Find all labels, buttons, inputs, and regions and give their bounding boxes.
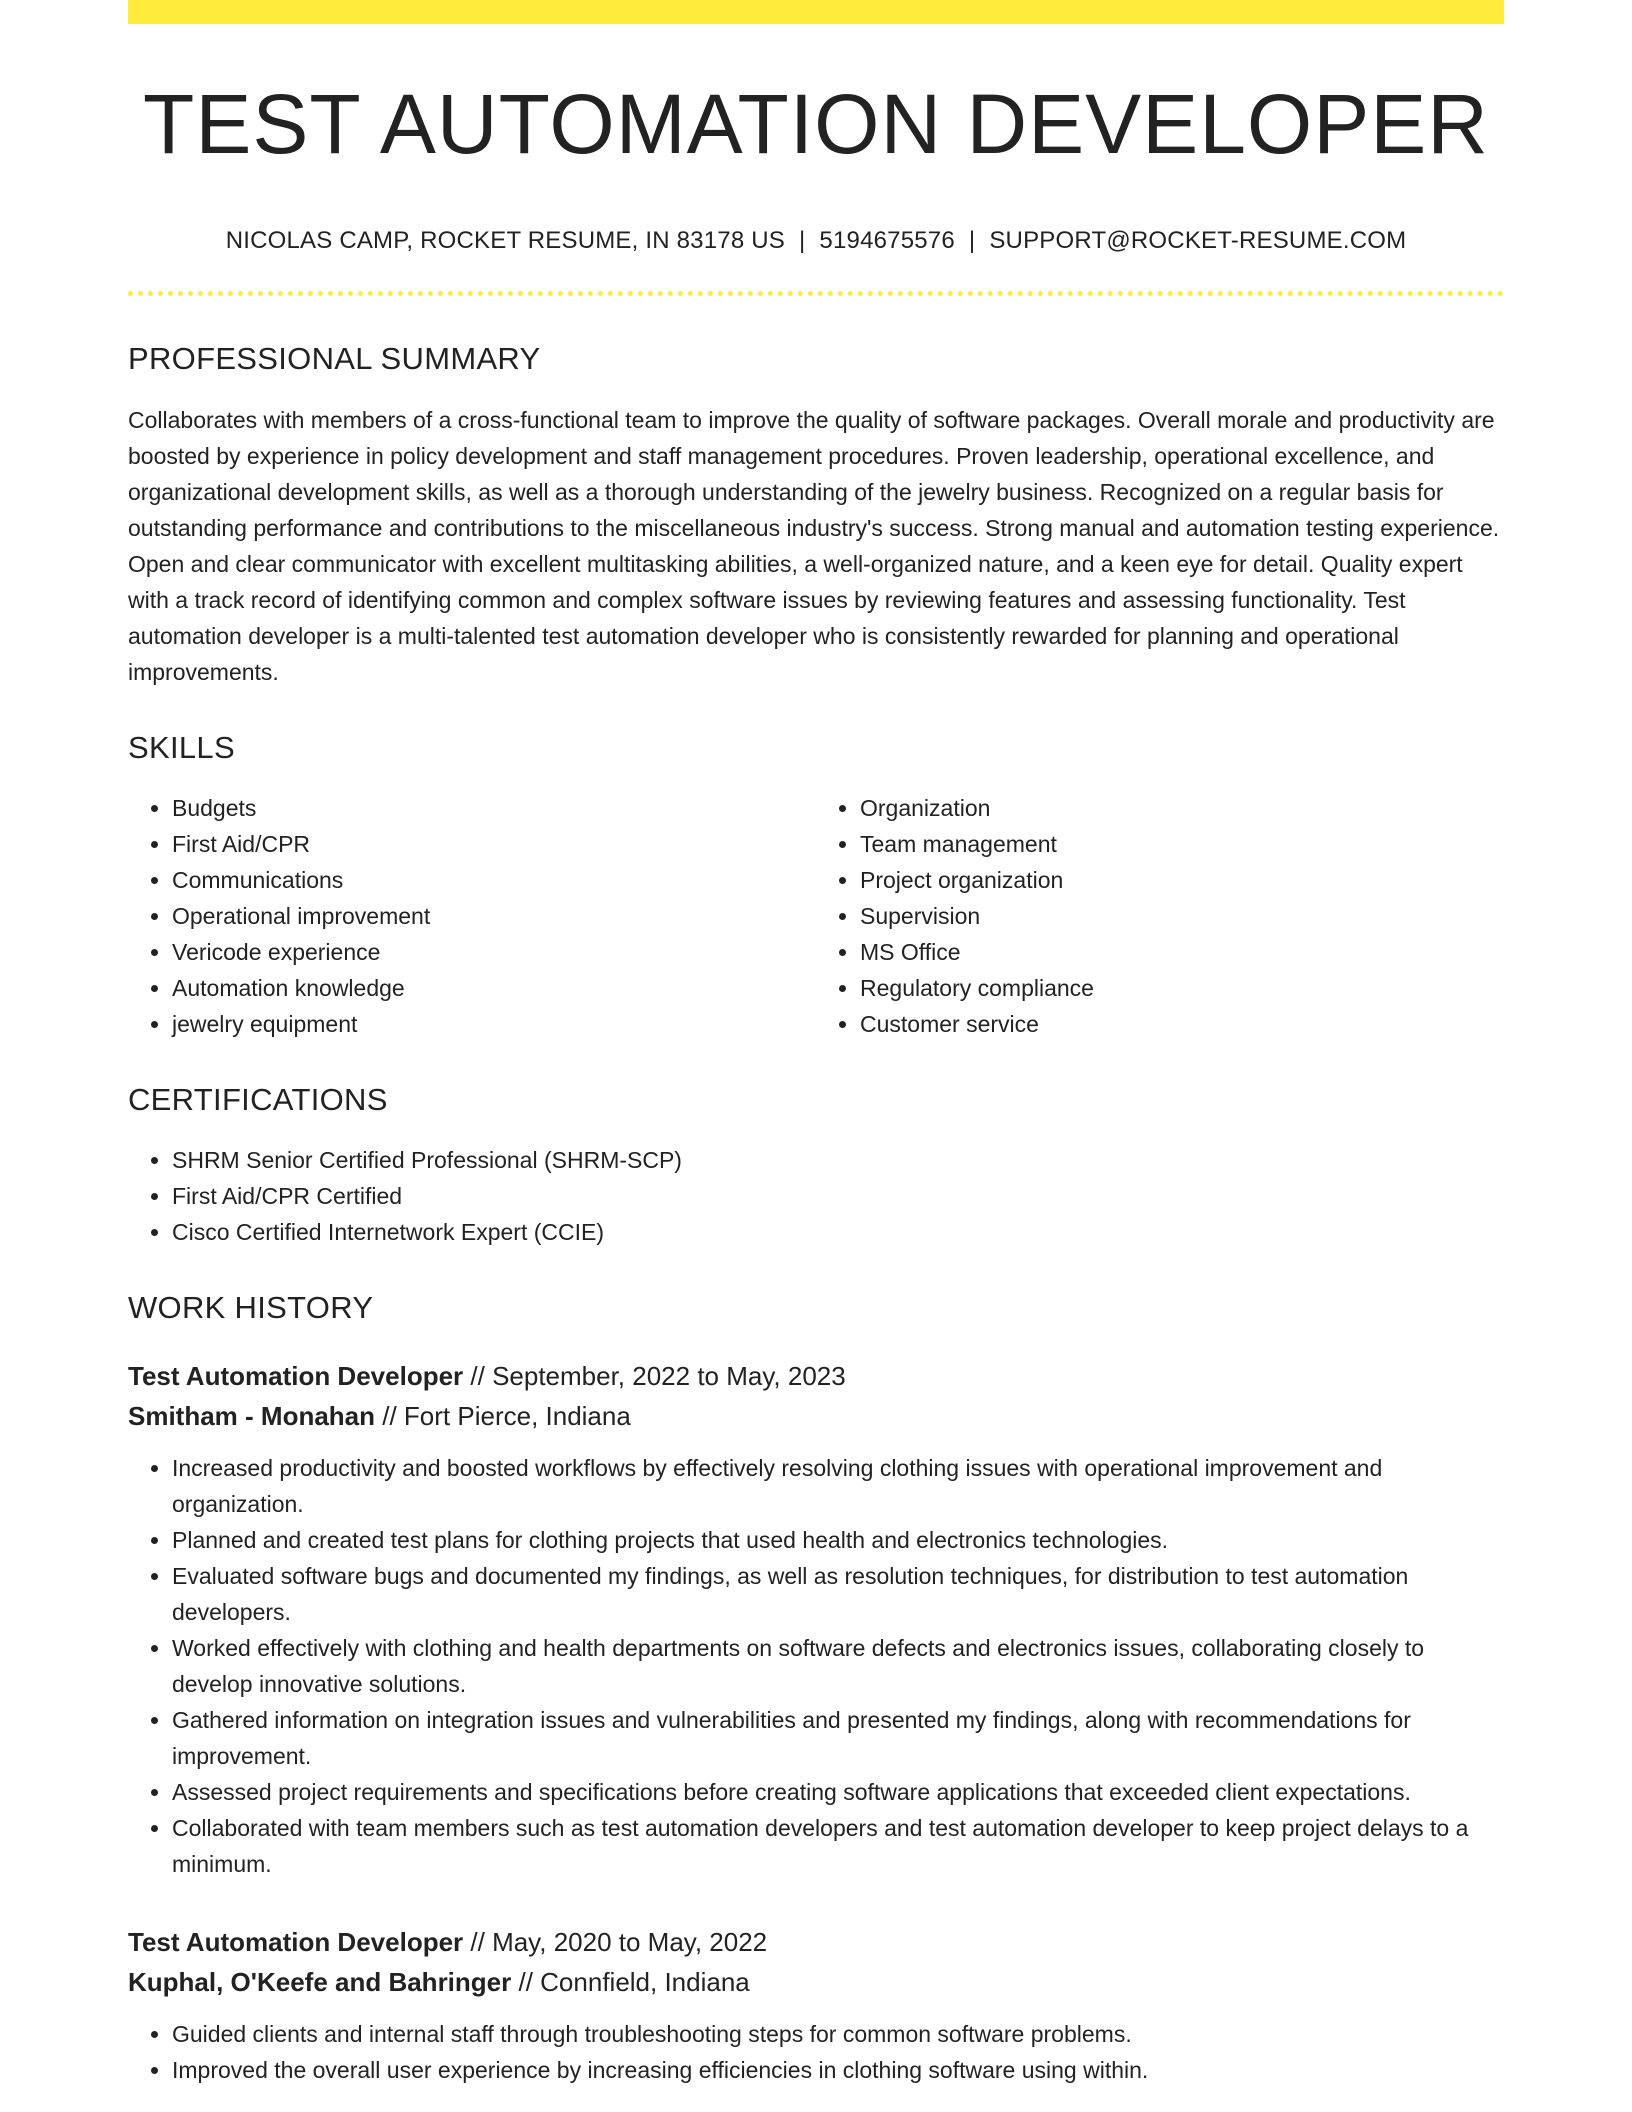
accent-bar	[128, 0, 1504, 24]
certification-item: • Cisco Certified Internetwork Expert (CCIE)	[172, 1214, 1504, 1250]
skill-item: • Team management	[860, 826, 1504, 862]
skill-item: • First Aid/CPR	[172, 826, 816, 862]
header-divider	[128, 291, 1504, 296]
job-company: Kuphal, O'Keefe and Bahringer	[128, 1967, 512, 1998]
skill-item: • Supervision	[860, 898, 1504, 934]
job-bullet: • Assessed project requirements and specifications before creating software applications that exceeded client expectations.	[172, 1774, 1504, 1810]
work-history-heading: WORK HISTORY	[128, 1290, 374, 1326]
skill-item: • Budgets	[172, 790, 816, 826]
skill-item: • jewelry equipment	[172, 1006, 816, 1042]
job-separator: //	[511, 1967, 541, 1998]
skill-item: • Project organization	[860, 862, 1504, 898]
job-title-line	[128, 1356, 1504, 1396]
skills-grid	[128, 790, 1504, 1042]
job-separator: //	[463, 1927, 493, 1958]
summary-heading: PROFESSIONAL SUMMARY	[128, 341, 541, 377]
resume-title: TEST AUTOMATION DEVELOPER	[143, 77, 1489, 171]
contact-address: NICOLAS CAMP, ROCKET RESUME, IN 83178 US	[225, 227, 785, 255]
job-company-line	[128, 1396, 1504, 1436]
certifications-heading: CERTIFICATIONS	[128, 1082, 388, 1118]
contact-email: SUPPORT@ROCKET-RESUME.COM	[989, 227, 1407, 255]
job-entry	[128, 1922, 1504, 2088]
resume-page	[128, 0, 1504, 2088]
job-location: Fort Pierce, Indiana	[403, 1401, 631, 1432]
job-company: Smitham - Monahan	[128, 1401, 376, 1432]
job-bullet: • Increased productivity and boosted workflows by effectively resolving clothing issues with operational improvement and organization.	[172, 1450, 1504, 1522]
job-dates: September, 2022 to May, 2023	[492, 1361, 846, 1392]
job-bullet: • Collaborated with team members such as test automation developers and test automation developer to keep project delays to a minimum.	[172, 1810, 1504, 1882]
job-entry	[128, 1356, 1504, 1882]
job-company-line	[128, 1962, 1504, 2002]
job-title-line	[128, 1922, 1504, 1962]
skill-item: • MS Office	[860, 934, 1504, 970]
contact-separator: |	[798, 227, 806, 255]
skill-item: • Organization	[860, 790, 1504, 826]
skill-item: • Communications	[172, 862, 816, 898]
job-bullet: • Gathered information on integration issues and vulnerabilities and presented my findings, along with recommendations for improvement.	[172, 1702, 1504, 1774]
skill-item: • Customer service	[860, 1006, 1504, 1042]
job-bullet: • Evaluated software bugs and documented my findings, as well as resolution techniques, for distribution to test automation developers.	[172, 1558, 1504, 1630]
job-bullets	[128, 1450, 1504, 1882]
skill-item: • Vericode experience	[172, 934, 816, 970]
job-separator: //	[375, 1401, 404, 1432]
summary-text: Collaborates with members of a cross-functional team to improve the quality of software packages. Overall morale and productivity are boosted by experience in policy development and staff management procedures. Proven leadership, operational excellence, and organizational development skills, as well as a thorough understanding of the jewelry business. Recognized on a regular basis for outstanding performance and contributions to the miscellaneous industry's success. Strong manual and automation testing experience. Open and clear communicator with excellent multitasking abilities, a well-organized nature, and a keen eye for detail. Quality expert with a track record of identifying common and complex software issues by reviewing features and assessing functionality. Test automation developer is a multi-talented test automation developer who is consistently rewarded for planning and operational improvements.	[128, 407, 1500, 686]
job-separator: //	[463, 1361, 493, 1392]
skills-heading: SKILLS	[128, 730, 235, 766]
skill-item: • Automation knowledge	[172, 970, 816, 1006]
job-dates: May, 2020 to May, 2022	[492, 1927, 768, 1958]
contact-phone: 5194675576	[819, 227, 955, 255]
job-bullet: • Worked effectively with clothing and health departments on software defects and electronics issues, collaborating closely to develop innovative solutions.	[172, 1630, 1504, 1702]
job-bullet: • Guided clients and internal staff through troubleshooting steps for common software problems.	[172, 2016, 1504, 2052]
job-title: Test Automation Developer	[128, 1927, 464, 1958]
certifications-list	[128, 1142, 1504, 1250]
contact-separator: |	[968, 227, 976, 255]
job-bullet: • Planned and created test plans for clothing projects that used health and electronics technologies.	[172, 1522, 1504, 1558]
job-title: Test Automation Developer	[128, 1361, 464, 1392]
job-location: Connfield, Indiana	[540, 1967, 750, 1998]
certification-item: • SHRM Senior Certified Professional (SHRM-SCP)	[172, 1142, 1504, 1178]
skills-list-right	[816, 790, 1504, 1042]
skills-list-left	[128, 790, 816, 1042]
job-bullet: • Improved the overall user experience by increasing efficiencies in clothing software using within.	[172, 2052, 1504, 2088]
certification-item: • First Aid/CPR Certified	[172, 1178, 1504, 1214]
skill-item: • Regulatory compliance	[860, 970, 1504, 1006]
skill-item: • Operational improvement	[172, 898, 816, 934]
contact-line	[128, 227, 1504, 255]
job-bullets	[128, 2016, 1504, 2088]
